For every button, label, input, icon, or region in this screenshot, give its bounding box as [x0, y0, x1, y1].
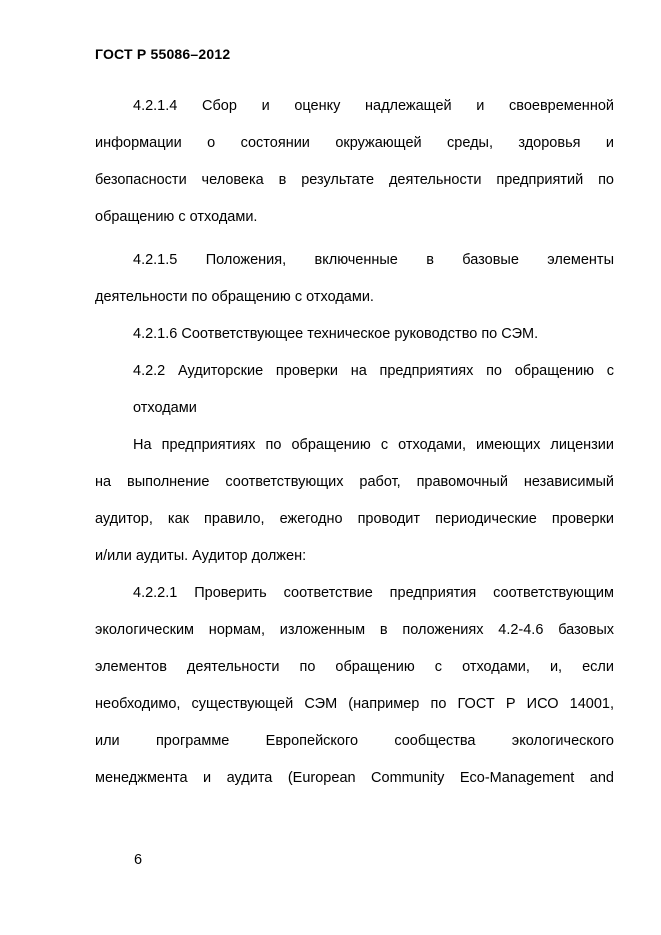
text-line: обращению с отходами. — [95, 209, 258, 225]
text-line: 4.2.2.1 Проверить соответствие предприятия соответствующим — [133, 585, 614, 601]
text-line: 4.2.1.5 Положения, включенные в базовые элементы — [133, 252, 614, 268]
text-line: на выполнение соответствующих работ, правомочный независимый — [95, 474, 614, 490]
text-line: или программе Европейского сообщества экологического — [95, 733, 614, 749]
text-line: На предприятиях по обращению с отходами, имеющих лицензии — [133, 437, 614, 453]
text-line: безопасности человека в результате деятельности предприятий по — [95, 172, 614, 188]
text-line: информации о состоянии окружающей среды, здоровья и — [95, 135, 614, 151]
text-line: деятельности по обращению с отходами. — [95, 289, 374, 305]
section-heading-line: 4.2.2 Аудиторские проверки на предприятиях по обращению с — [133, 363, 614, 379]
text-line: аудитор, как правило, ежегодно проводит периодические проверки — [95, 511, 614, 527]
section-heading-line: отходами — [133, 400, 197, 416]
text-line: необходимо, существующей СЭМ (например по ГОСТ Р ИСО 14001, — [95, 696, 614, 712]
text-line: и/или аудиты. Аудитор должен: — [95, 548, 307, 564]
document-body — [95, 88, 614, 797]
text-line: элементов деятельности по обращению с отходами, и, если — [95, 659, 614, 675]
document-header-title: ГОСТ Р 55086–2012 — [95, 46, 231, 62]
text-line: экологическим нормам, изложенным в положениях 4.2-4.6 базовых — [95, 622, 614, 638]
text-line: 4.2.1.4 Сбор и оценку надлежащей и своевременной — [133, 98, 614, 114]
page-number: 6 — [134, 852, 143, 868]
text-line: менеджмента и аудита (European Community Eco-Management and — [95, 770, 614, 786]
text-line: 4.2.1.6 Соответствующее техническое руководство по СЭМ. — [133, 326, 539, 342]
